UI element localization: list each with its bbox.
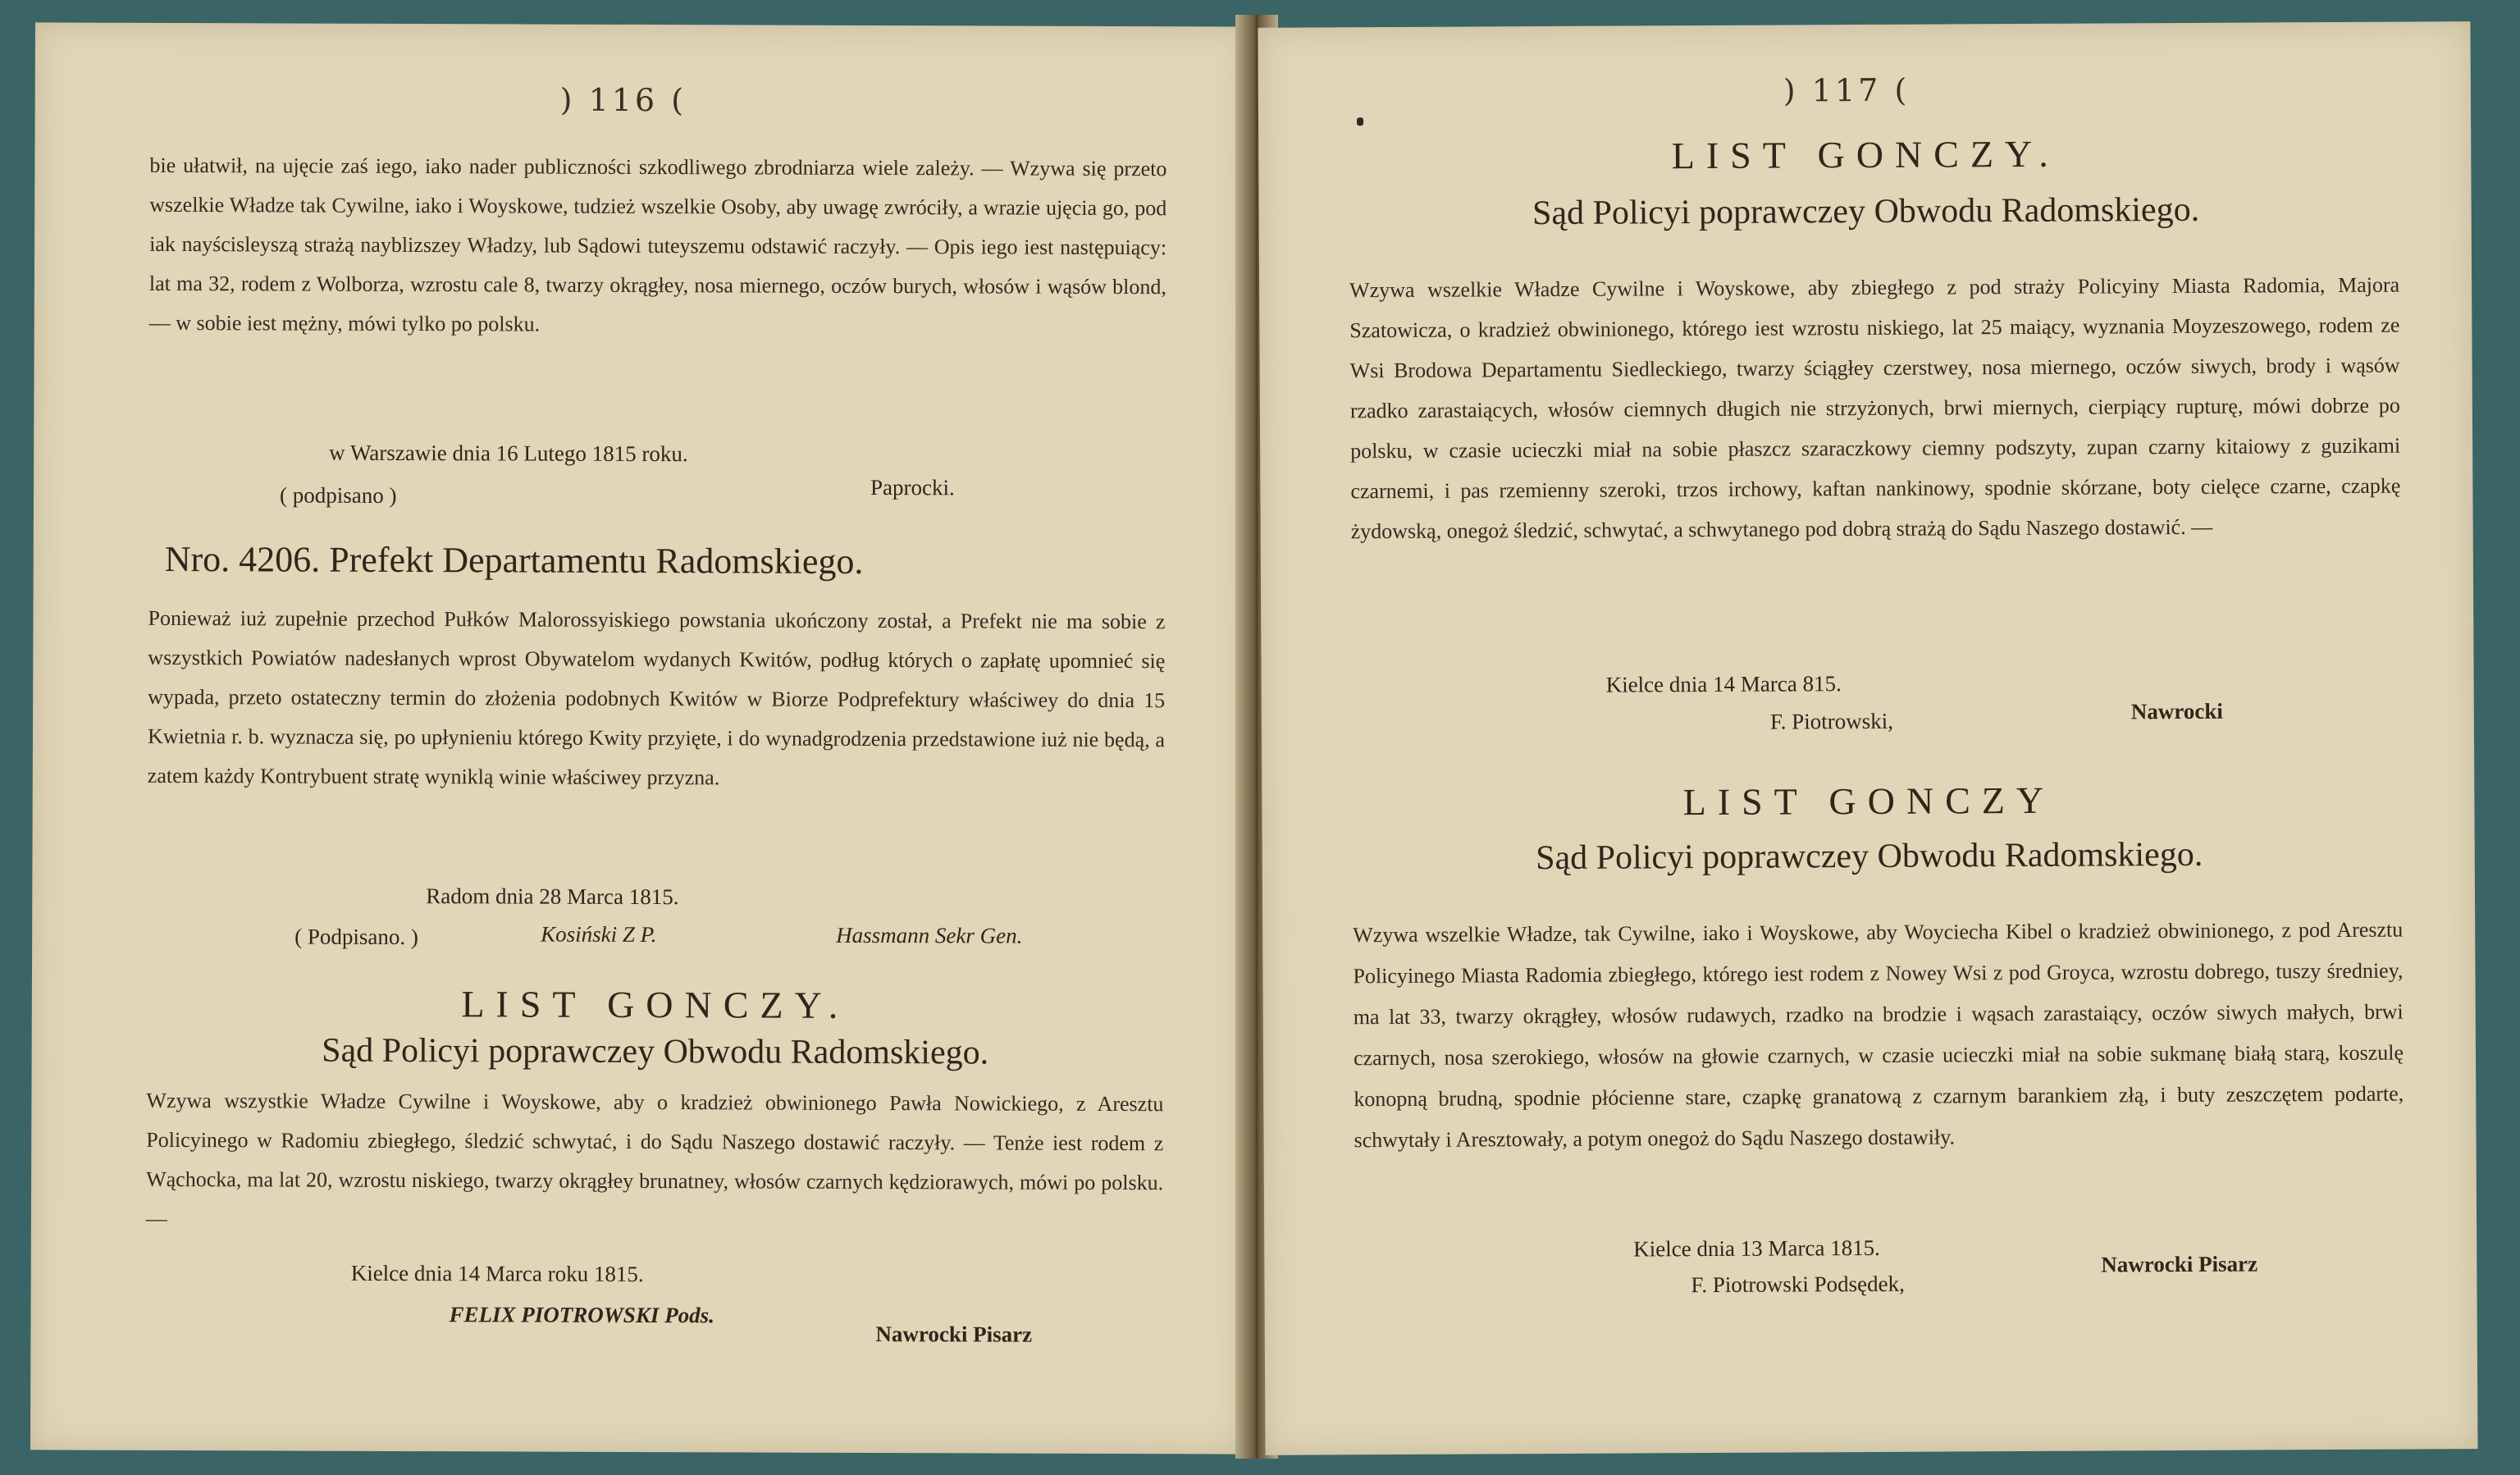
court-heading-2: Sąd Policyi poprawczey Obwodu Radomskiego.	[1532, 190, 2200, 233]
date-warsaw: w Warszawie dnia 16 Lutego 1815 roku.	[329, 440, 688, 467]
page-number-right: ) 117 (	[1783, 71, 1911, 109]
paragraph-warrant-continuation: bie ułatwił, na ujęcie zaś iego, iako nader publiczności szkodliwego zbrodniarza wiele zależy. — Wzywa się przeto wszelkie Władze tak Cywilne, iako i Woyskowe, tudzież wszelkie Osoby, aby uwagę zwróciły, a wrazie ujęcia go, pod iak nayścisleyszą strażą nayblizszey Władzy, lub Sądowi tuteyszemu odstawić raczyły. — Opis iego iest następuiący: lat ma 32, rodem z Wolborza, wzrostu cale 8, twarzy okrągłey, nosa miernego, oczów burych, włosów i wąsów blond, — w sobie iest mężny, mówi tylko po polsku.	[148, 153, 1167, 336]
ink-mark	[1357, 117, 1363, 126]
right-page	[1258, 21, 2477, 1455]
date-kielce-3: Kielce dnia 13 Marca 1815.	[1633, 1235, 1880, 1262]
date-kielce-2: Kielce dnia 14 Marca 815.	[1605, 671, 1842, 697]
signature-piotrowski-3: F. Piotrowski Podsędek,	[1691, 1271, 1905, 1298]
paragraph-kibel-warrant: Wzywa wszelkie Władze, tak Cywilne, iako i Woyskowe, aby Woyciecha Kibel o kradzież obwinionego, z pod Aresztu Policyinego Miasta Radomia zbiegłego, którego iest rodem z Nowey Wsi z pod Groyca, wzrostu dobrego, tuszy średniey, ma lat 33, twarzy okrągłey, włosów rudawych, rzadko na brodzie i wąsach zarastaiący, oczów siwych małych, brwi czarnych, nosa szerokiego, włosów na głowie czarnych, w czasie ucieczki miał na sobie sukmanę białą starą, koszulę konopną brudną, spodnie płócienne stare, czapkę granatową z czarnym barankiem złą, i buty zeszczętem podarte, schwytały i Aresztowały, a potym onegoż do Sądu Naszego dostawiły.	[1353, 917, 2404, 1153]
signed-label-2: ( Podpisano. )	[294, 924, 418, 950]
signature-piotrowski-2: F. Piotrowski,	[1769, 708, 1894, 734]
signature-felix-piotrowski: FELIX PIOTROWSKI Pods.	[449, 1302, 714, 1328]
signature-nawrocki-3: Nawrocki Pisarz	[2101, 1251, 2258, 1277]
date-radom: Radom dnia 28 Marca 1815.	[426, 884, 679, 910]
signature-hassmann: Hassmann Sekr Gen.	[836, 922, 1023, 948]
date-kielce-1: Kielce dnia 14 Marca roku 1815.	[350, 1260, 644, 1287]
nro-heading: Nro. 4206. Prefekt Departamentu Radomskiego.	[164, 538, 864, 582]
paragraph-prefect-notice: Ponieważ iuż zupełnie przechod Pułków Malorossyiskiego powstania ukończony został, a Prefekt nie ma sobie z wszystkich Powiatów nadesłanych wprost Obywatelom wydanych Kwitów, podług których o zapłatę upomnieć się wypada, przeto ostateczny termin do złożenia podobnych Kwitów w Biorze Podprefektury właściwey do dnia 15 Kwietnia r. b. wyznacza się, po upłynieniu którego Kwity przyięte, i do wynadgrodzenia przedstawione iuż nie będą, a zatem każdy Kontrybuent stratę wyniklą winie właściwey przyzna.	[147, 605, 1166, 790]
court-heading-1: Sąd Policyi poprawczey Obwodu Radomskiego.	[322, 1031, 989, 1072]
list-gonczy-heading-2: LIST GONCZY.	[1671, 132, 2060, 177]
paragraph-szatowicz-warrant: Wzywa wszelkie Władze Cywilne i Woyskowe, aby zbiegłego z pod straży Policyiny Miasta Radomia, Majora Szatowicza, o kradzież obwinionego, którego iest wzrostu niskiego, lat 25 maiący, wyznania Moyzeszowego, rodem ze Wsi Brodowa Departamentu Siedleckiego, twarzy ściągłey czerstwey, nosa miernego, oczów siwych, brody i wąsów rzadko zarastaiących, włosów ciemnych długich nie strzyżonych, brwi miernych, cierpiący rupturę, mówi dobrze po polsku, w czasie ucieczki miał na sobie płaszcz szaraczkowy ciemny podszyty, zupan czarny kitaiowy z guzikami czarnemi, i pas rzemienny szeroki, trzos irchowy, kaftan nankinowy, spodnie skórzane, boty cielęce czarne, czapkę żydowską, onegoż śledzić, schwytać, a schwytanego pod dobrą strażą do Sądu Naszego dostawić. —	[1349, 272, 2401, 544]
paragraph-nowicki-warrant: Wzywa wszystkie Władze Cywilne i Woyskowe, aby o kradzież obwinionego Pawła Nowickiego, z Aresztu Policyinego w Radomiu zbiegłego, śledzić schwytać, i do Sądu Naszego dostawić raczyły. — Tenże iest rodem z Wąchocka, ma lat 20, wzrostu niskiego, twarzy okrągłey brunatney, włosów czarnych kędziorawych, mówi po polsku. —	[145, 1088, 1164, 1231]
list-gonczy-heading-1: LIST GONCZY.	[461, 983, 850, 1026]
signed-label: ( podpisano )	[279, 482, 397, 508]
left-page	[30, 22, 1248, 1454]
signature-nawrocki-2: Nawrocki	[2130, 698, 2223, 724]
list-gonczy-heading-3: LIST GONCZY	[1682, 779, 2056, 824]
signature-kosinski: Kosiński Z P.	[541, 921, 657, 948]
signature-nawrocki-1: Nawrocki Pisarz	[875, 1322, 1033, 1347]
page-number-left: ) 116 (	[559, 81, 687, 119]
court-heading-3: Sąd Policyi poprawczey Obwodu Radomskiego.	[1536, 835, 2203, 878]
signature-paprocki: Paprocki.	[870, 474, 955, 500]
